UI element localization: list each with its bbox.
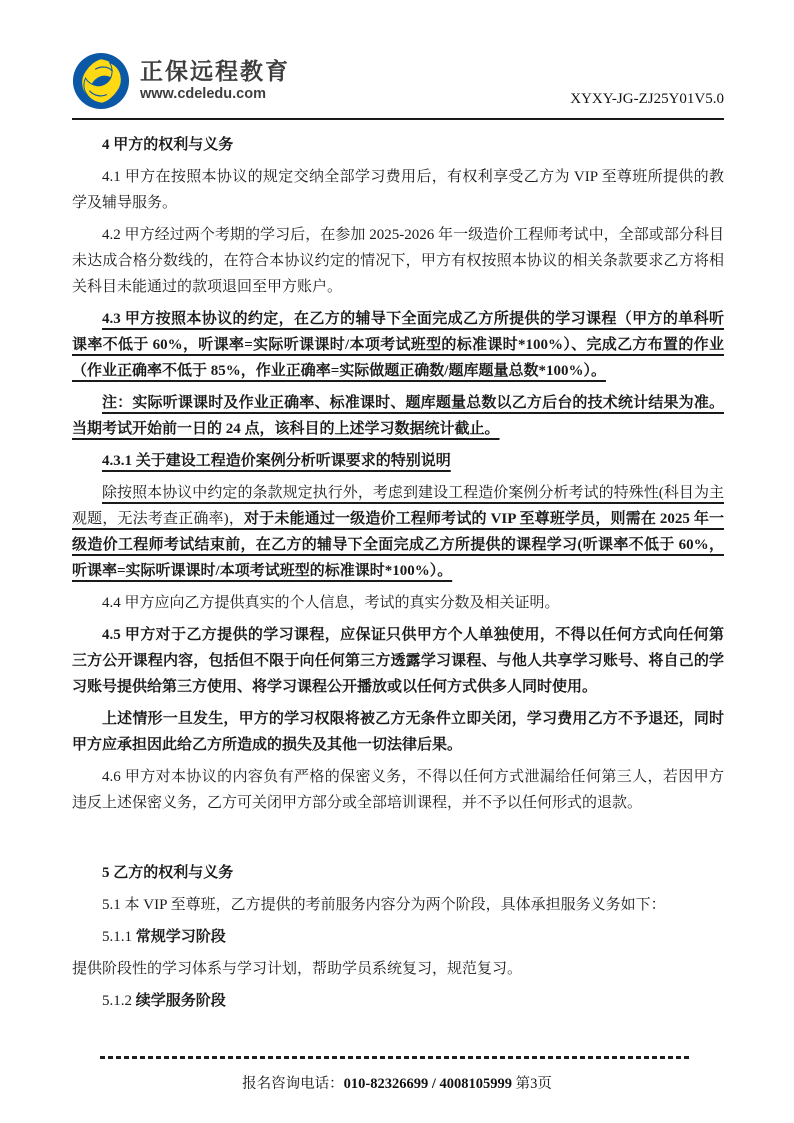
clause-4-3-1-part2: 对于未能通过一级造价工程师考试的 VIP 至尊班学员，则需在 2025 年一级造价工程师考试结束前，在乙方的辅导下全面完成乙方所提供的课程学习(听课率不低于 60%，听课率=实际听课课时/本项考试班型的标准课时*100%）。 xyxy=(72,511,724,579)
clause-4-4: 4.4 甲方应向乙方提供真实的个人信息，考试的真实分数及相关证明。 xyxy=(102,595,560,611)
clause-5-1-2-number: 5.1.2 xyxy=(102,993,136,1009)
clause-4-3-1-heading: 4.3.1 关于建设工程造价案例分析听课要求的特别说明 xyxy=(102,453,451,469)
clause-4-1: 4.1 甲方在按照本协议的规定交纳全部学习费用后，有权利享受乙方为 VIP 至尊班所提供的教学及辅导服务。 xyxy=(72,169,724,211)
clause-5-1-2-heading xyxy=(72,988,724,1014)
brand-name: 正保远程教育 xyxy=(140,58,290,85)
clause-4-5-consequence: 上述情形一旦发生，甲方的学习权限将被乙方无条件立即关闭，学习费用乙方不予退还，同时甲方应承担因此给乙方所造成的损失及其他一切法律后果。 xyxy=(72,711,724,753)
clause-5-1-1-number: 5.1.1 xyxy=(102,929,136,945)
clause-4-3-note: 注：实际听课课时及作业正确率、标准课时、题库题量总数以乙方后台的技术统计结果为准。当期考试开始前一日的 24 点，该科目的上述学习数据统计截止。 xyxy=(72,395,724,437)
clause-4-5: 4.5 甲方对于乙方提供的学习课程，应保证只供甲方个人单独使用，不得以任何方式向任何第三方公开课程内容，包括但不限于向任何第三方透露学习课程、与他人共享学习账号、将自己的学习账号提供给第三方使用、将学习课程公开播放或以任何方式供多人同时使用。 xyxy=(72,627,724,695)
clause-5-1-1-body: 提供阶段性的学习体系与学习计划，帮助学员系统复习，规范复习。 xyxy=(72,961,523,977)
brand xyxy=(72,52,290,110)
page-footer xyxy=(0,1072,794,1093)
footer-phone-numbers: 010-82326699 / 4008105999 xyxy=(343,1076,512,1092)
clause-5-1-1-title: 常规学习阶段 xyxy=(135,929,226,945)
contract-body xyxy=(72,120,724,1014)
clause-5-1-1-heading xyxy=(72,924,724,950)
brand-logo-icon xyxy=(72,52,130,110)
footer-divider xyxy=(100,1056,690,1059)
clause-5-1-2-title: 续学服务阶段 xyxy=(135,993,226,1009)
clause-4-2: 4.2 甲方经过两个考期的学习后，在参加 2025-2026 年一级造价工程师考试中，全部或部分科目未达成合格分数线的，在符合本协议约定的情况下，甲方有权按照本协议的相关条款要求乙方将相关科目未能通过的款项退回至甲方账户。 xyxy=(72,227,724,295)
doc-code: XYXY-JG-ZJ25Y01V5.0 xyxy=(570,91,724,107)
footer-page-number: 第3页 xyxy=(511,1076,552,1092)
clause-4-3-1-body xyxy=(72,480,724,584)
footer-phone-label: 报名咨询电话： xyxy=(242,1076,344,1092)
clause-4-3-1-part1: 除按照本协议中约定的条款规定执行外，考虑到建设工程造价案例分析考试的特殊性(科目为主观题，无法考查正确率)， xyxy=(72,485,724,527)
clause-4-3: 4.3 甲方按照本协议的约定，在乙方的辅导下全面完成乙方所提供的学习课程（甲方的单科听课率不低于 60%，听课率=实际听课课时/本项考试班型的标准课时*100%）、完成乙方布置的作业（作业正确率不低于 85%，作业正确率=实际做题正确数/题库题量总数*100%）。 xyxy=(72,311,725,379)
page-header xyxy=(72,0,724,120)
section-4-heading: 4 甲方的权利与义务 xyxy=(102,137,234,153)
clause-5-1: 5.1 本 VIP 至尊班，乙方提供的考前服务内容分为两个阶段，具体承担服务义务如下： xyxy=(102,897,666,913)
clause-4-6: 4.6 甲方对本协议的内容负有严格的保密义务，不得以任何方式泄漏给任何第三人，若因甲方违反上述保密义务，乙方可关闭甲方部分或全部培训课程，并不予以任何形式的退款。 xyxy=(72,769,724,811)
section-5-heading: 5 乙方的权利与义务 xyxy=(102,865,234,881)
brand-url: www.cdeledu.com xyxy=(140,85,266,102)
